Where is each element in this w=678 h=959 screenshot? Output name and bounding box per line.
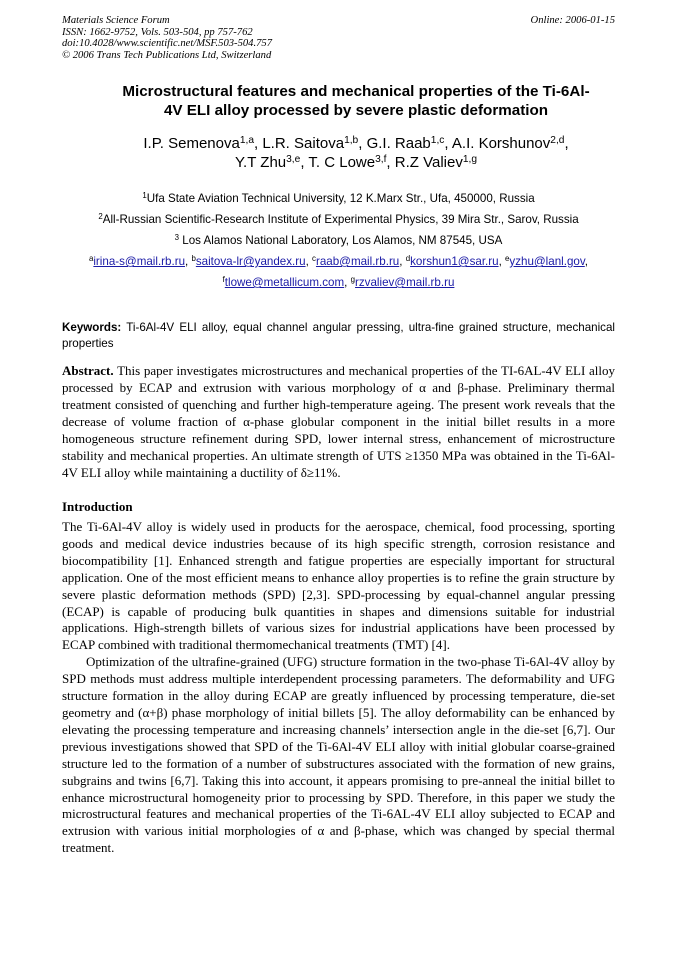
author-sup: 1,b: [344, 135, 359, 147]
journal-header: [62, 15, 615, 61]
author-sup: 3,e: [286, 154, 301, 166]
author-name: G.I. Raab: [366, 135, 431, 152]
email-line-2: $^f$tlowe@metallicum.com, $^g$rzvaliev@mail.rb.ru: [222, 275, 455, 289]
email-link[interactable]: raab@mail.rb.ru: [315, 255, 400, 268]
author-name: Y.T Zhu: [234, 154, 287, 171]
author-name: R.Z Valiev: [394, 154, 463, 171]
author-sup: 3,f: [375, 154, 387, 166]
email-link[interactable]: tlowe@metallicum.com: [224, 276, 345, 289]
copyright-line: © 2006 Trans Tech Publications Ltd, Switzerland: [62, 49, 272, 61]
author-sup: 1,g: [462, 154, 478, 166]
email-link[interactable]: rzvaliev@mail.rb.ru: [355, 276, 455, 289]
abstract: [62, 362, 615, 481]
affiliation-2: $^2$All-Russian Scientific-Research Institute of Experimental Physics, 39 Mira Str., Sarov, Russia: [98, 212, 579, 226]
author-sup: 1,a: [239, 135, 254, 147]
doi-line: doi:10.4028/www.scientific.net/MSF.503-504.757: [62, 38, 272, 50]
issn-line: ISSN: 1662-9752, Vols. 503-504, pp 757-762: [62, 26, 253, 38]
keywords-label: Keywords:: [62, 321, 122, 334]
online-date: Online: 2006-01-15: [530, 15, 615, 26]
title-line-2: 4V ELI alloy processed by severe plastic deformation: [163, 102, 549, 119]
email-link[interactable]: irina-s@mail.rb.ru: [93, 255, 186, 268]
introduction-body: [62, 519, 615, 857]
author-name: T. C Lowe: [308, 154, 376, 171]
abstract-label: Abstract.: [62, 363, 114, 378]
section-heading-introduction: Introduction: [62, 499, 133, 514]
journal-name: Materials Science Forum: [62, 15, 170, 26]
paragraph: The Ti-6Al-4V alloy is widely used in products for the aerospace, chemical, food processing, sporting goods and medical device industries because of its high specific strength, corrosion resistance and biocompatibility [1]. Enhanced strength and fatigue properties are especially important for structural application. One of the most efficient means to enhance alloy properties is to refine the grain structure by severe plastic deformation methods (SPD) [2,3]. SPD-processing by equal-channel angular pressing (ECAP) is capable of producing bulk quantities in shapes and dimensions suitable for industrial applications. High-strength billets of various sizes for industrial applications have been processed by ECAP combined with traditional thermomechanical treatments (TMT) [4].: [62, 519, 615, 653]
abstract-text: This paper investigates microstructures and mechanical properties of the TI-6AL-4V ELI alloy processed by ECAP and extrusion with various morphology of α and β-phase. Preliminary thermal treatment consisted of quenching and further high-temperature ageing. The present work reveals that the decrease of volume fraction of α-phase globular component in the initial billet results in a more homogeneous structure refinement during SPD, lower internal stress, enhancement of microstructure stability and mechanical properties. An ultimate strength of UTS ≥1350 MPa was obtained in the Ti-6Al-4V ELI alloy while maintaining a ductility of δ≥11%.: [62, 363, 616, 480]
author-name: A.I. Korshunov: [451, 135, 551, 152]
email-link[interactable]: yzhu@lanl.gov: [509, 255, 585, 268]
email-line-1: $^a$irina-s@mail.rb.ru, $^b$saitova-lr@yandex.ru, $^c$raab@mail.rb.ru, $^d$korshun1@sar.ru, $^e$yzhu@lanl.gov,: [88, 254, 589, 268]
author-list: I.P. Semenova$^{1,a}$, L.R. Saitova$^{1,b}$, G.I. Raab$^{1,c}$, A.I. Korshunov$^{2,d}$, Y.T Zhu$^{3,e}$, T. C Lowe$^{3,f}$, R.Z Valiev$^{1,g}$: [143, 135, 569, 171]
email-link[interactable]: korshun1@sar.ru: [410, 255, 499, 268]
keywords-text: Ti-6Al-4V ELI alloy, equal channel angular pressing, ultra-fine grained structure, mechanical properties: [62, 321, 616, 350]
author-name: I.P. Semenova: [143, 135, 240, 152]
author-sup: 1,c: [430, 135, 445, 147]
author-sup: 2,d: [550, 135, 565, 147]
affiliation-1: $^1$Ufa State Aviation Technical University, 12 K.Marx Str., Ufa, 450000, Russia: [142, 191, 535, 205]
affiliations: [62, 188, 615, 293]
title-line-1: Microstructural features and mechanical properties of the Ti-6Al-: [122, 83, 590, 100]
affiliation-3: $^3$ Los Alamos National Laboratory, Los Alamos, NM 87545, USA: [174, 233, 503, 247]
keywords: [62, 320, 615, 352]
paragraph: Optimization of the ultrafine-grained (UFG) structure formation in the two-phase Ti-6Al-4V alloy by SPD methods must address multiple interdependent processing parameters. The deformability and UFG structure formation in the alloy during ECAP are greatly influenced by processing temperature, die-set geometry and (α+β) phase morphology of initial billets [5]. The alloy deformability can be enhanced by elevating the processing temperature and increasing channels’ intersection angle in the die-set [6,7]. Our previous investigations showed that SPD of the Ti-6Al-4V ELI alloy with initial globular coarse-grained structure led to the formation of a number of substructures associated with the formation of new grains, subgrains and twins [6,7]. Taking this into account, it appears promising to pre-anneal the initial billet to enhance microstructural homogeneity prior to processing by SPD. Therefore, in this paper we study the microstructural features and mechanical properties of the Ti-6AL-4V ELI alloy subjected to ECAP and extrusion with various initial morphologies of α and β-phase, which was changed by special thermal treatment.: [62, 654, 615, 856]
email-link[interactable]: saitova-lr@yandex.ru: [195, 255, 306, 268]
paper-title: [96, 82, 616, 120]
author-name: L.R. Saitova: [262, 135, 345, 152]
